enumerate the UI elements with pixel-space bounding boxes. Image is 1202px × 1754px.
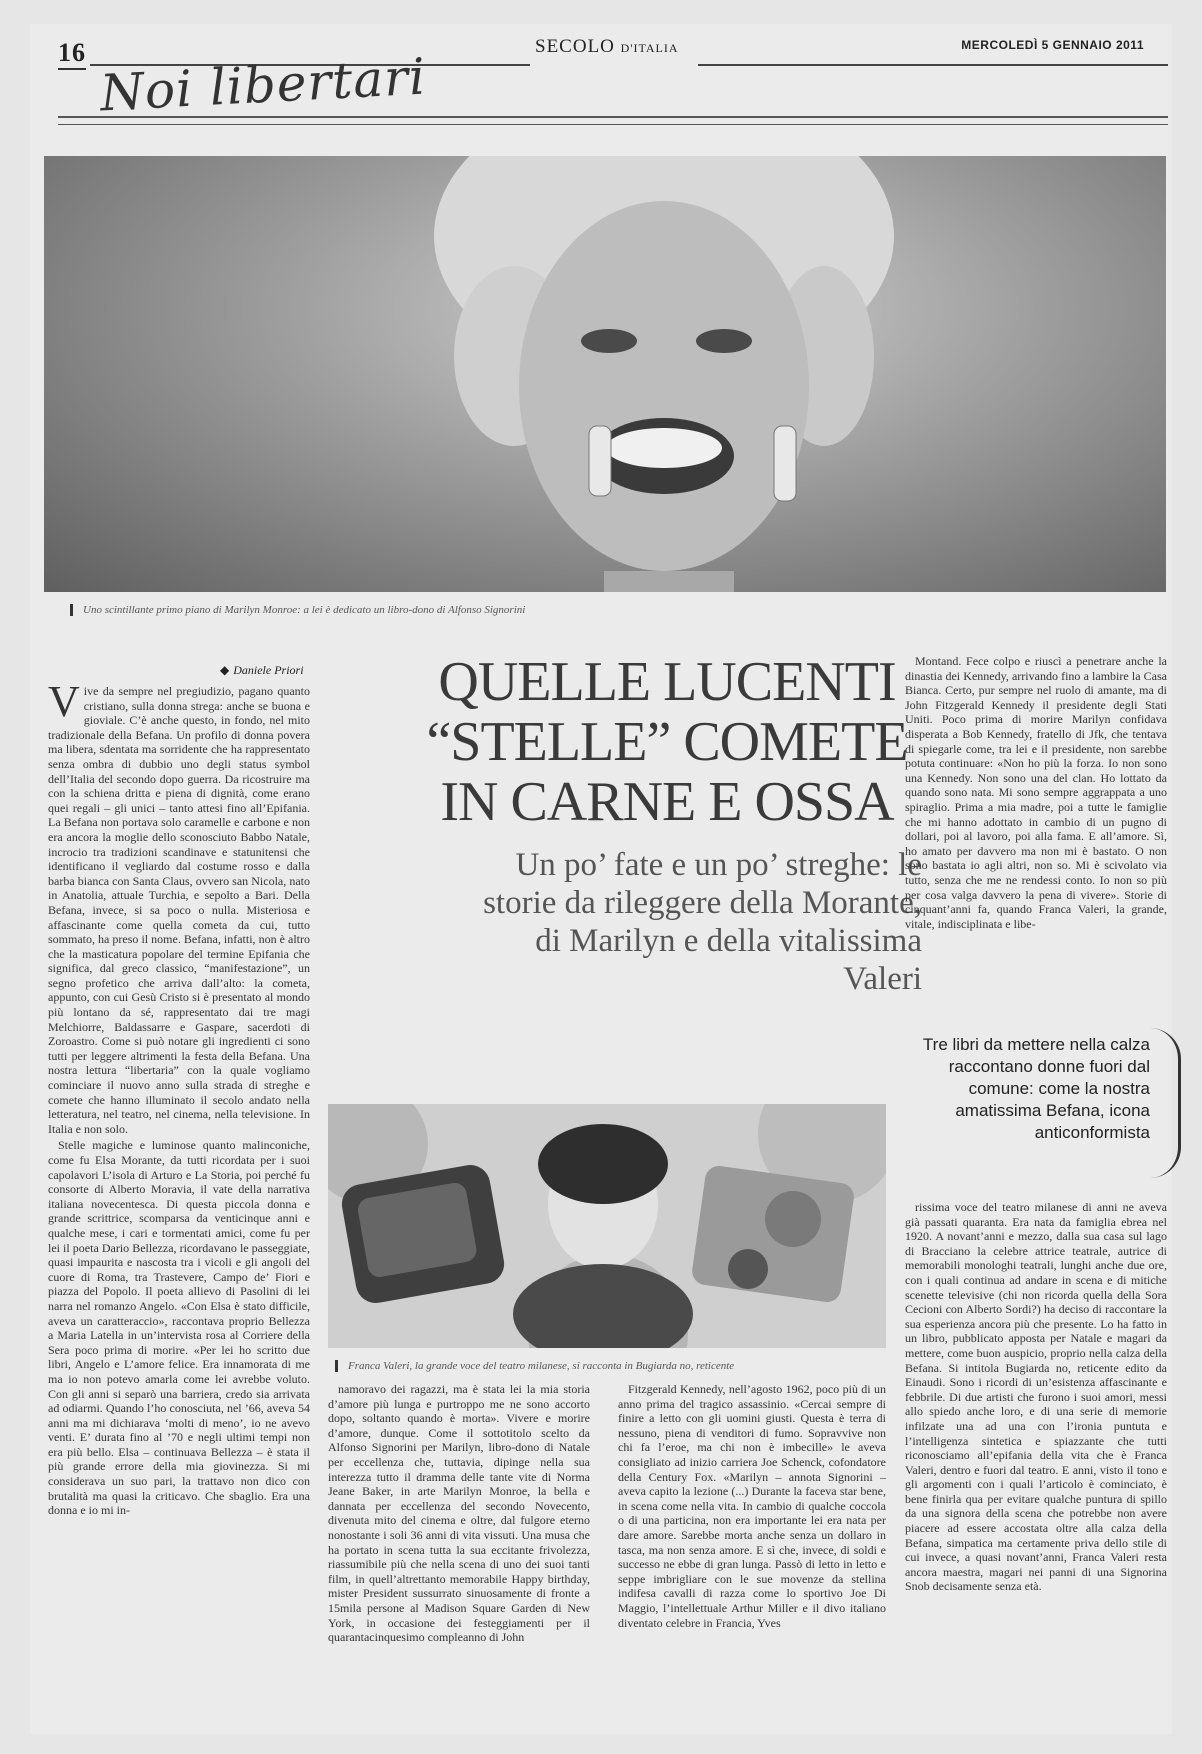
newspaper-name-small: D'ITALIA [620, 41, 679, 55]
pull-quote-bracket [1150, 1028, 1181, 1178]
article-column-3 [618, 1382, 886, 1632]
newspaper-name-main: SECOLO [535, 36, 615, 57]
column-3-text: Fitzgerald Kennedy, nell’agosto 1962, poco più di un anno prima del tragico assassinio. «Cercai sempre di finire a letto con gli uomini giusti. Questa è terra di nessuno, piena di venditori di fumo. Sopravvive non chi fa l’eroe, ma chi non è imbecille» le aveva consigliato ad inizio carriera Joe Schenck, cofondatore della Century Fox. «Marilyn – annota Signorini – aveva capito la lezione (...) Durante la faceva star bene, in scena come nella vita. In cambio di qualche coccola o di una particina, non era importante lei era nata per dare amore. Sarebbe morta anche senza un dollaro in tasca, ma non senza amore. E sì che, invece, di soldi e successo ne ebbe di gran lunga. Passò di letto in letto e seppe imbrigliare con le sue movenze da stellina indifesa cavalli di razza come lo sportivo Joe Di Maggio, l’intellettuale Arthur Miller e il divo italiano diventato celebre in Francia, Yves [618, 1382, 886, 1630]
column-1-paragraph-2: Stelle magiche e luminose quanto malinconiche, come fu Elsa Morante, da tutti ricordata per i suoi capolavori L’isola di Arturo e La Storia, poi perché fu consorte di Alberto Moravia, il vate della narrativa italiana novecentesca. Di questa piccola donna e grande scrittrice, scomparsa da venticinque anni e qualche mese, i cari e tormentati amici, come fu per lei il poeta Dario Bellezza, ricordavano le passeggiate, quasi impaurita e nascosta tra i vicoli e gli angoli del cuore di Roma, tra Trastevere, Campo de’ Fiori e piazza del Popolo. Il poeta allievo di Pasolini di lei narra nel romanzo Angelo. «Con Elsa è stato difficile, aveva un caratteraccio», raccontava proprio Bellezza a Maria Latella in un’intervista rosa al Corriere della Sera poco prima di morire. «Per lei ho scritto due libri, Angelo e L’amore felice. Era innamorata di me ma io non potevo amarla come lei avrebbe voluto. Con gli anni si separò una barriera, credo sia arrivata ad odiarmi. Quando l’ho conosciuta, nel ’66, aveva 54 anni ma mi dichiarava ‘molti di meno’, io ne avevo venti. E’ durata fino al ’70 e negli ultimi tempi non era più bello. Elsa – continuava Bellezza – è stata il più grande errore della mia giovinezza. Si mi considerava un suo pari, la trattavo non dico con brutalità ma quasi la criticavo. Che sbaglio. Era una donna e io mi in- [48, 1138, 310, 1518]
article-column-2 [328, 1382, 590, 1647]
byline-marker-icon: ◆ [220, 663, 230, 677]
photo2-caption: Franca Valeri, la grande voce del teatro milanese, si racconta in Bugiarda no, reticente [335, 1360, 898, 1372]
valeri-illustration [328, 1104, 886, 1348]
pull-quote: Tre libri da mettere nella calza raccontano donne fuori dal comune: come la nostra amatissima Befana, icona anticonformista [922, 1035, 1150, 1142]
byline [220, 663, 304, 678]
article-subheadline: Un po’ fate e un po’ streghe: le storie da rileggere della Morante, di Marilyn e della vitalissima Valeri [483, 847, 922, 997]
section-title: Noi libertari [98, 47, 428, 123]
section-rule-top [58, 116, 1168, 118]
portrait-illustration [44, 156, 1166, 592]
issue-date: MERCOLEDÌ 5 GENNAIO 2011 [961, 38, 1144, 52]
section-rule-bottom [58, 124, 1168, 125]
franca-valeri-photo [328, 1104, 886, 1348]
header-rule-right [698, 64, 1168, 66]
marilyn-monroe-photo [44, 156, 1166, 592]
article-headline: QUELLE LUCENTI “STELLE” COMETE IN CARNE E OSSA [426, 651, 908, 833]
byline-author: Daniele Priori [233, 663, 304, 677]
column-4-top-text: Montand. Fece colpo e riuscì a penetrare anche la dinastia dei Kennedy, arrivando fino a lambire la Casa Bianca. Certo, pur sempre nel ruolo di amante, ma di John Fitzgerald Kennedy il presidente degli Stati Uniti. Poco prima di morire Marilyn confidava disperata a Bob Kennedy, fratello di Jfk, che tentava di spiegarle come, tra lei e il presidente, non sarebbe potuta continuare: «Non ho più la forza. Io non sono una Kennedy. Non sono una del clan. Ho lottato da quando sono nata. Mi sono sempre aggrappata a uno spiraglio. Prima a mia madre, poi a tutte le famiglie che mi hanno adottato in cambio di un pugno di dollari, poi al lavoro, poi alla fama. E all’amore. Sì, ho amato per davvero ma non mi è bastato. O non sono bastata io agli altri, non so. Mi è scivolato via tutto, senza che me ne rendessi conto. Io non so più per cosa valga davvero la pena di vivere». Storie di cinquant’anni fa, quando Franca Valeri, la grande, vitale, indisciplinata e libe- [905, 654, 1167, 931]
newspaper-page [30, 24, 1172, 1734]
article-column-4-bottom [905, 1200, 1167, 1596]
column-1-paragraph-1: Vive da sempre nel pregiudizio, pagano quanto cristiano, sulla donna strega: anche se buona e gioviale. C’è anche questo, in fondo, nel mito tradizionale della Befana. Un profilo di donna povera ma libera, sdentata ma sorridente che ha rappresentato senza ombra di dubbio uno degli status symbol dell’Italia del secondo dopo guerra. Da ricostruire ma con la schiena dritta e piena di dignità, come erano quei regali – gli unici – tanto attesi fino all’Epifania. La Befana non portava solo caramelle e carbone e non era ancora la moglie dello sconosciuto Babbo Natale, incrocio tra tradizioni scandinave e statunitensi che identificano il vegliardo dal costume rosso e dalla barba bianca con Santa Claus, ovvero san Nicola, nato in Anatolia, attuale Turchia, e sepolto a Bari. Della Befana, invece, si sa poco o nulla. Misteriosa e affascinante come quella cometa da cui, tutto sommato, ha preso il nome. Befana, infatti, non è altro che la masticatura popolare del termine Epifania che significa, dal greco classico, “manifestazione”, un segno profetico che arriva dall’alto: la cometa, appunto, con cui Gesù Cristo si è presentato al mondo più lontano da sé, rappresentato dai tre magi Melchiorre, Baldassarre e Gaspare, sacerdoti di Zoroastro. Come si può notare gli ingredienti ci sono tutti per leggere altrimenti la festa della Befana. Una nostra lettura “libertaria” con la quale vogliamo cominciare il nuovo anno sulla strada di streghe e comete che hanno illuminato il secolo andato nella letteratura, nel teatro, nel cinema, nella televisione. In Italia e non solo. [48, 677, 310, 1136]
page-number: 16 [58, 38, 86, 70]
column-4-bottom-text: rissima voce del teatro milanese di anni ne aveva già passati quaranta. Era nata da famiglia ebrea nel 1920. A novant’anni e mezzo, dalla sua casa sul lago di Bracciano la celebre attrice teatrale, autrice di memorabili monologhi teatrali, lunghi anche due ore, con i quali continua ad andare in scena e di mitiche scenette televisive (chi non ricorda quella della Sora Cecioni con Alberto Sordi?) ha deciso di raccontare la sua esperienza ancora più che presente. Lo ha fatto in un libro, pubblicato apposta per Natale e magari da mettere, come buon auspicio, proprio nella calza della Befana. Si intitola Bugiarda no, reticente edito da Einaudi. Sono i ricordi di un’esistenza affascinante e febbrile. Di due artisti che furono i suoi amori, messi allo spiedo anche loro, e di una serie di memorie infilzate una ad una con l’ironia puntuta e l’intelligenza sintetica e spiazzante che tutti riconosciamo all’epifania della vita che è Franca Valeri, dentro e fuori dal teatro. E anni, visto il tono e gli argomenti con i quali l’articolo è cominciato, è bene finirla qua per evitare qualche puntura di spillo da una signora della scena che potrebbe non avere piacere ad essere accostata oltre alla calza della Befana, simpatica ma certamente priva dello stile di cui invece, a quasi novant’anni, Franca Valeri resta ancora maestra, magari nei panni di una Signorina Snob decisamente senza età. [905, 1200, 1167, 1594]
article-column-4-top [905, 654, 1167, 933]
newspaper-name [535, 36, 679, 58]
column-2-text: namoravo dei ragazzi, ma è stata lei la mia storia d’amore più lunga e purtroppo me ne sono accorto dopo, soltanto quando è morta». Vivere e morire d’amore, dunque. Come il sottotitolo scelto da Alfonso Signorini per Marilyn, libro-dono di Natale per eccellenza che, tuttavia, dipinge nella sua interezza tutto il dramma delle tante vite di Norma Jeane Baker, in arte Marilyn Monroe, la bella e dannata per eccellenza del secondo Novecento, divenuta mito del cinema e oltre, dal fulgore eterno nonostante i soli 36 anni di vita vissuti. Una musa che ha portato in scena tutta la sua eccitante frivolezza, riassumibile più che nella scena di uno dei suoi tanti film, in quell’altrettanto memorabile Happy birthday, mister President sussurrato sinuosamente di fronte a 15mila persone al Madison Square Garden di New York, in occasione dei festeggiamenti per il quarantacinquesimo compleanno di John [328, 1382, 590, 1645]
article-column-1 [48, 677, 310, 1520]
photo1-caption: Uno scintillante primo piano di Marilyn Monroe: a lei è dedicato un libro-dono di Alfonso Signorini [70, 604, 683, 616]
